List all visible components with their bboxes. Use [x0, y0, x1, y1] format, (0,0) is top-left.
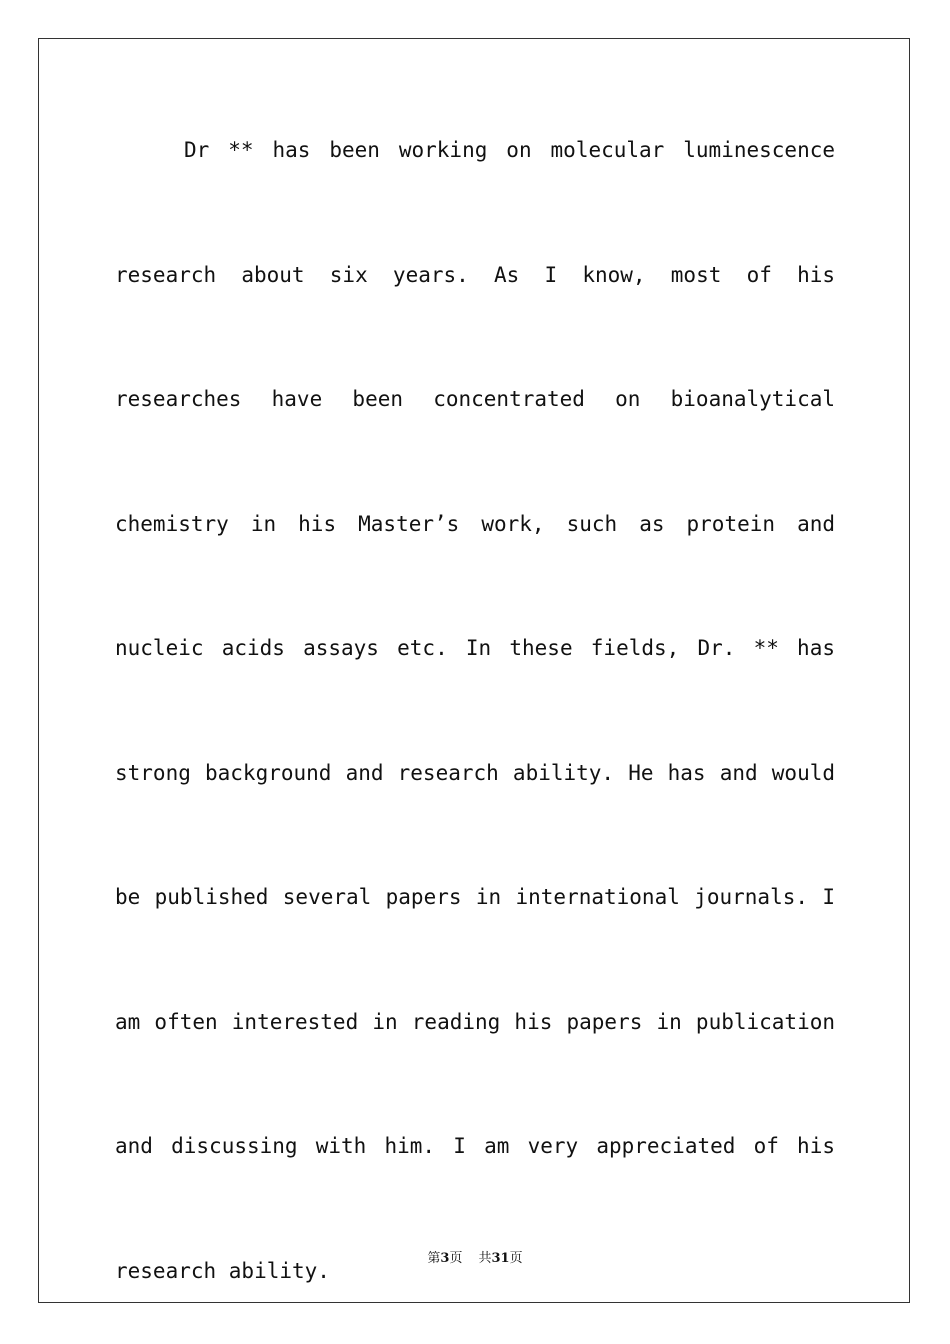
page-suffix: 页	[449, 1251, 463, 1266]
total-pages: 31	[491, 1251, 510, 1266]
page-prefix: 第	[427, 1251, 441, 1266]
page-number: 3	[440, 1251, 450, 1266]
page-footer	[0, 1247, 950, 1266]
total-suffix: 页	[509, 1251, 523, 1266]
body-paragraph: Dr ** has been working on molecular luminescence research about six years. As I know, most of his researches have been concentrated on bioanalytical chemistry in his Master’s work, such as protein and nucleic acids assays etc. In these fields, Dr. ** has strong background and research ability. He has and would be published several papers in international journals. I am often interested in reading his papers in publication and discussing with him. I am very appreciated of his research ability.	[115, 138, 835, 1283]
total-prefix: 共	[478, 1251, 492, 1266]
